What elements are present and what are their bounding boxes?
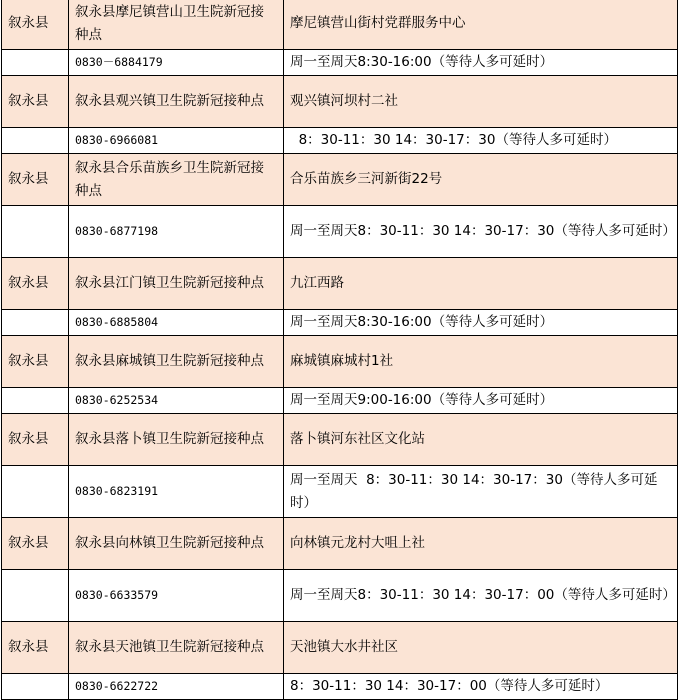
site-row [2,258,678,310]
site-name-cell: 叙永县江门镇卫生院新冠接种点 [69,258,284,310]
phone-cell: 0830-6966081 [69,128,284,154]
empty-cell [2,570,69,622]
county-cell: 叙永县 [2,0,69,50]
site-name-cell: 叙永县落卜镇卫生院新冠接种点 [69,414,284,466]
empty-cell [2,674,69,700]
site-row [2,0,678,50]
site-name-cell: 叙永县天池镇卫生院新冠接种点 [69,622,284,674]
address-cell: 合乐苗族乡三河新街22号 [284,154,678,206]
site-row [2,518,678,570]
phone-cell: 0830－6884179 [69,50,284,76]
address-cell: 向林镇元龙村大咀上社 [284,518,678,570]
phone-cell: 0830-6633579 [69,570,284,622]
empty-cell [2,388,69,414]
hours-cell: 8：30-11：30 14：30-17：30（等待人多可延时） [284,128,678,154]
hours-cell: 周一至周天8:30-16:00（等待人多可延时） [284,50,678,76]
phone-cell: 0830-6622722 [69,674,284,700]
county-cell: 叙永县 [2,336,69,388]
contact-row [2,50,678,76]
address-cell: 麻城镇麻城村1社 [284,336,678,388]
contact-row [2,206,678,258]
site-row [2,414,678,466]
hours-cell: 周一至周天 8：30-11：30 14：30-17：30（等待人多可延时） [284,466,678,518]
address-cell: 九江西路 [284,258,678,310]
phone-cell: 0830-6885804 [69,310,284,336]
site-row [2,336,678,388]
hours-cell: 8：30-11：30 14：30-17：00（等待人多可延时） [284,674,678,700]
site-name-cell: 叙永县摩尼镇营山卫生院新冠接种点 [69,0,284,50]
contact-row [2,466,678,518]
county-cell: 叙永县 [2,76,69,128]
vaccination-sites-table [1,0,678,700]
address-cell: 天池镇大水井社区 [284,622,678,674]
site-name-cell: 叙永县向林镇卫生院新冠接种点 [69,518,284,570]
site-name-cell: 叙永县麻城镇卫生院新冠接种点 [69,336,284,388]
contact-row [2,128,678,154]
contact-row [2,310,678,336]
site-name-cell: 叙永县合乐苗族乡卫生院新冠接种点 [69,154,284,206]
empty-cell [2,128,69,154]
empty-cell [2,206,69,258]
empty-cell [2,50,69,76]
address-cell: 观兴镇河坝村二社 [284,76,678,128]
address-cell: 落卜镇河东社区文化站 [284,414,678,466]
site-row [2,76,678,128]
phone-cell: 0830-6823191 [69,466,284,518]
contact-row [2,674,678,700]
phone-cell: 0830-6252534 [69,388,284,414]
address-cell: 摩尼镇营山街村党群服务中心 [284,0,678,50]
empty-cell [2,310,69,336]
county-cell: 叙永县 [2,414,69,466]
county-cell: 叙永县 [2,622,69,674]
hours-cell: 周一至周天8:30-16:00（等待人多可延时） [284,310,678,336]
county-cell: 叙永县 [2,258,69,310]
contact-row [2,570,678,622]
site-row [2,622,678,674]
hours-cell: 周一至周天9:00-16:00（等待人多可延时） [284,388,678,414]
hours-cell: 周一至周天8：30-11：30 14：30-17：30（等待人多可延时） [284,206,678,258]
county-cell: 叙永县 [2,154,69,206]
site-name-cell: 叙永县观兴镇卫生院新冠接种点 [69,76,284,128]
site-row [2,154,678,206]
county-cell: 叙永县 [2,518,69,570]
empty-cell [2,466,69,518]
phone-cell: 0830-6877198 [69,206,284,258]
contact-row [2,388,678,414]
hours-cell: 周一至周天8：30-11：30 14：30-17：00（等待人多可延时） [284,570,678,622]
